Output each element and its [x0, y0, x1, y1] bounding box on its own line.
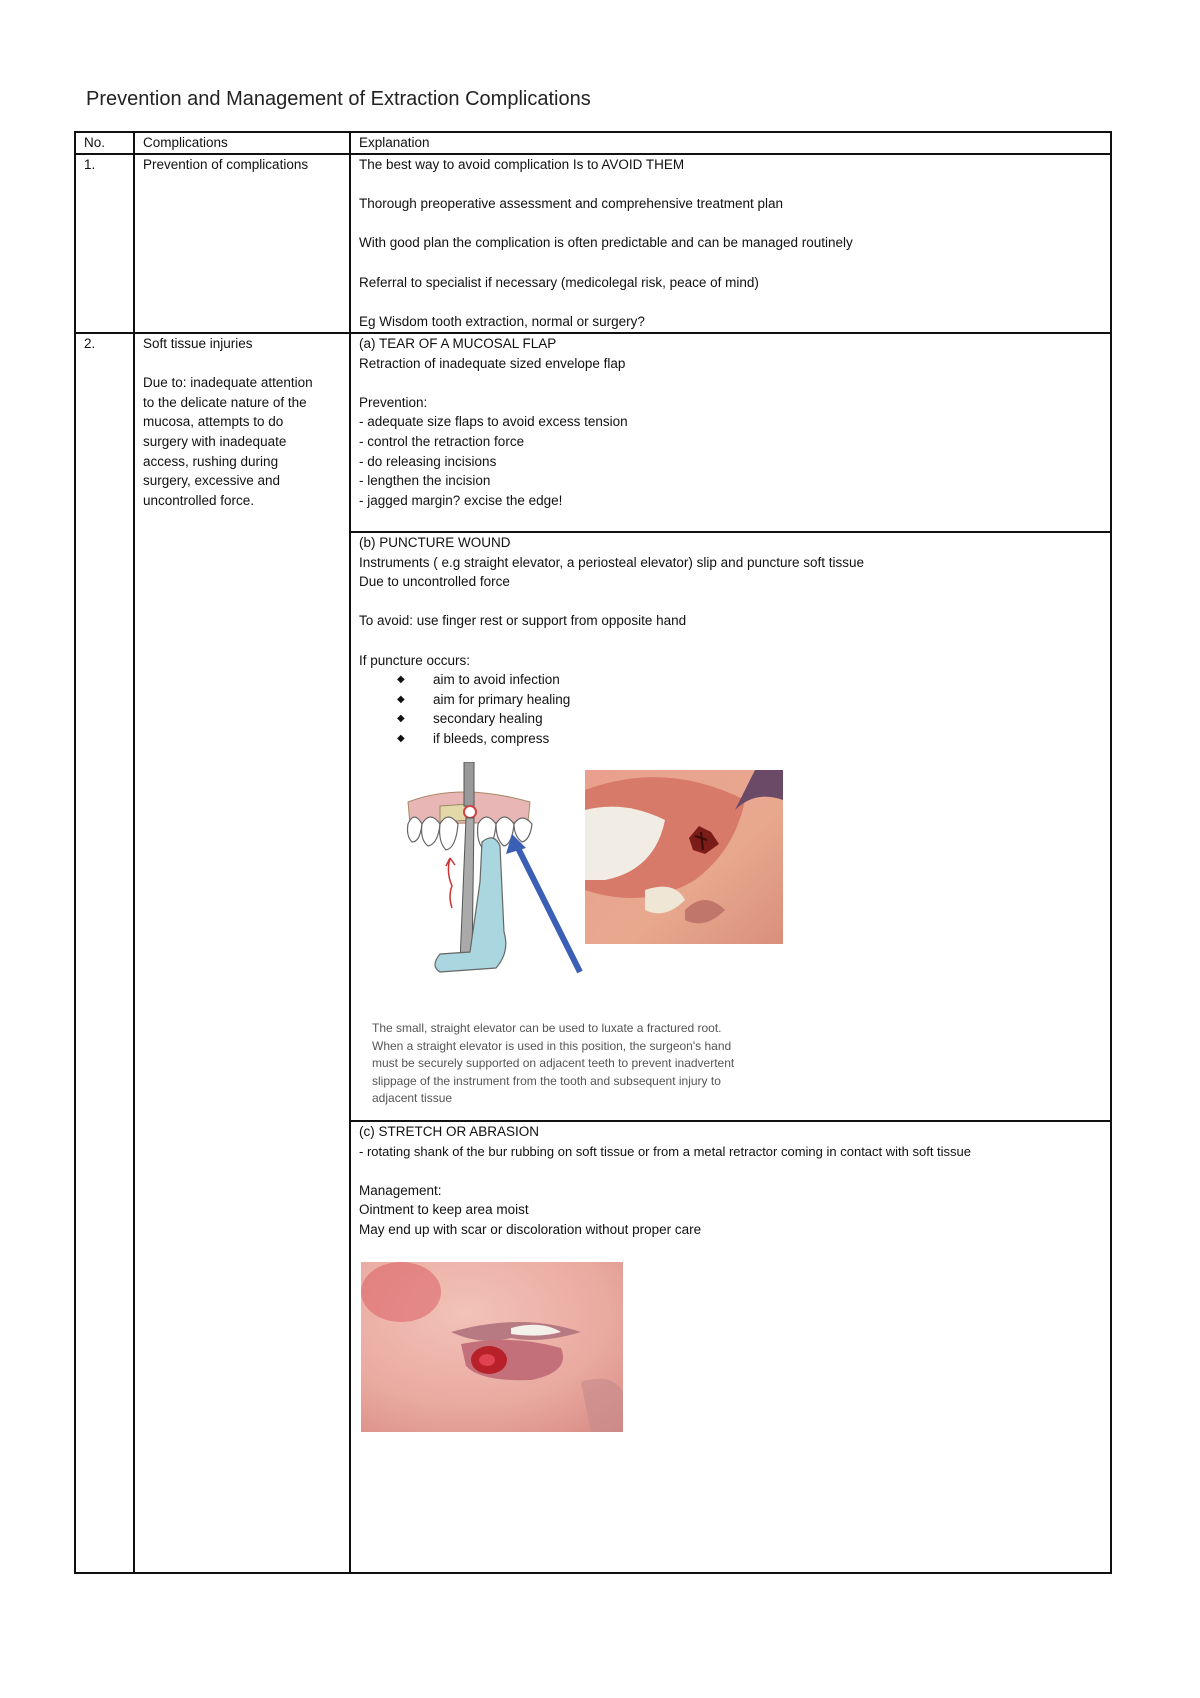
caption-line: The small, straight elevator can be used to luxate a fractured root. — [372, 1021, 722, 1035]
column-divider — [349, 133, 351, 1572]
bullet-item: ◆ aim for primary healing — [397, 690, 1099, 710]
row2-complication: Soft tissue injuries — [143, 336, 253, 351]
column-divider — [133, 133, 135, 1572]
management-item: May end up with scar or discoloration without proper care — [359, 1221, 702, 1237]
section-a — [359, 334, 1099, 510]
row1-line: Eg Wisdom tooth extraction, normal or surgery? — [359, 313, 645, 329]
row2-due-line: surgery with inadequate — [143, 433, 287, 449]
bullet-item: ◆ if bleeds, compress — [397, 729, 1099, 749]
lip-abrasion-photo — [361, 1262, 623, 1432]
section-b-line: Due to uncontrolled force — [359, 574, 510, 590]
row2-due-line: to the delicate nature of the — [143, 394, 307, 410]
header-complications: Complications — [143, 135, 228, 150]
section-a-line: Retraction of inadequate sized envelope flap — [359, 355, 626, 371]
row1-complication: Prevention of complications — [143, 157, 309, 172]
management-label: Management: — [359, 1182, 442, 1198]
prevention-item: - adequate size flaps to avoid excess tension — [359, 414, 628, 430]
header-no: No. — [84, 135, 106, 150]
caption-line: must be securely supported on adjacent teeth to prevent inadvertent — [372, 1056, 735, 1071]
row2-due-line: access, rushing during — [143, 453, 279, 469]
caption-line: When a straight elevator is used in this position, the surgeon's hand — [372, 1038, 732, 1053]
caption-line: slippage of the instrument from the tooth and subsequent injury to — [372, 1073, 721, 1088]
row1-number: 1. — [84, 157, 96, 172]
section-a-heading: (a) TEAR OF A MUCOSAL FLAP — [359, 336, 557, 351]
header-explanation: Explanation — [359, 135, 430, 150]
prevention-item: - jagged margin? excise the edge! — [359, 492, 563, 508]
prevention-item: - lengthen the incision — [359, 473, 491, 489]
section-b-line: Instruments ( e.g straight elevator, a periosteal elevator) slip and puncture soft tissue — [359, 554, 865, 570]
prevention-label: Prevention: — [359, 394, 428, 410]
row2-complication-cell — [143, 334, 343, 510]
if-puncture-label: If puncture occurs: — [359, 652, 471, 668]
row1-line: The best way to avoid complication Is to AVOID THEM — [359, 157, 685, 172]
section-c-heading: (c) STRETCH OR ABRASION — [359, 1124, 540, 1139]
mouth-puncture-photo — [585, 770, 783, 944]
section-c — [359, 1122, 1109, 1240]
prevention-item: - control the retraction force — [359, 433, 525, 449]
page-title: Prevention and Management of Extraction Complications — [86, 88, 591, 110]
section-b — [359, 533, 1099, 749]
row1-line: Thorough preoperative assessment and comprehensive treatment plan — [359, 196, 783, 212]
illustration-caption — [372, 1020, 796, 1108]
bullet-item: ◆ aim to avoid infection — [397, 670, 1099, 690]
section-b-avoid: To avoid: use finger rest or support from opposite hand — [359, 613, 687, 629]
row2-due-line: mucosa, attempts to do — [143, 414, 284, 430]
bullet-icon: ◆ — [397, 674, 405, 686]
row1-explanation — [359, 155, 1099, 331]
row2-due-line: Due to: inadequate attention — [143, 375, 313, 391]
bullet-icon: ◆ — [397, 732, 405, 744]
row2-number: 2. — [84, 336, 96, 351]
bullet-icon: ◆ — [397, 693, 405, 705]
caption-line: adjacent tissue — [372, 1091, 453, 1106]
section-c-line: - rotating shank of the bur rubbing on soft tissue or from a metal retractor coming in contact with soft tissue — [359, 1143, 972, 1159]
bullet-item: ◆ secondary healing — [397, 709, 1099, 729]
elevator-illustration — [400, 762, 600, 982]
section-b-heading: (b) PUNCTURE WOUND — [359, 535, 511, 550]
row2-due-line: surgery, excessive and — [143, 473, 281, 489]
bullet-icon: ◆ — [397, 713, 405, 725]
row2-due-line: uncontrolled force. — [143, 492, 255, 508]
management-item: Ointment to keep area moist — [359, 1202, 529, 1218]
row1-line: With good plan the complication is often predictable and can be managed routinely — [359, 235, 853, 251]
row1-line: Referral to specialist if necessary (medicolegal risk, peace of mind) — [359, 274, 759, 290]
prevention-item: - do releasing incisions — [359, 453, 497, 469]
